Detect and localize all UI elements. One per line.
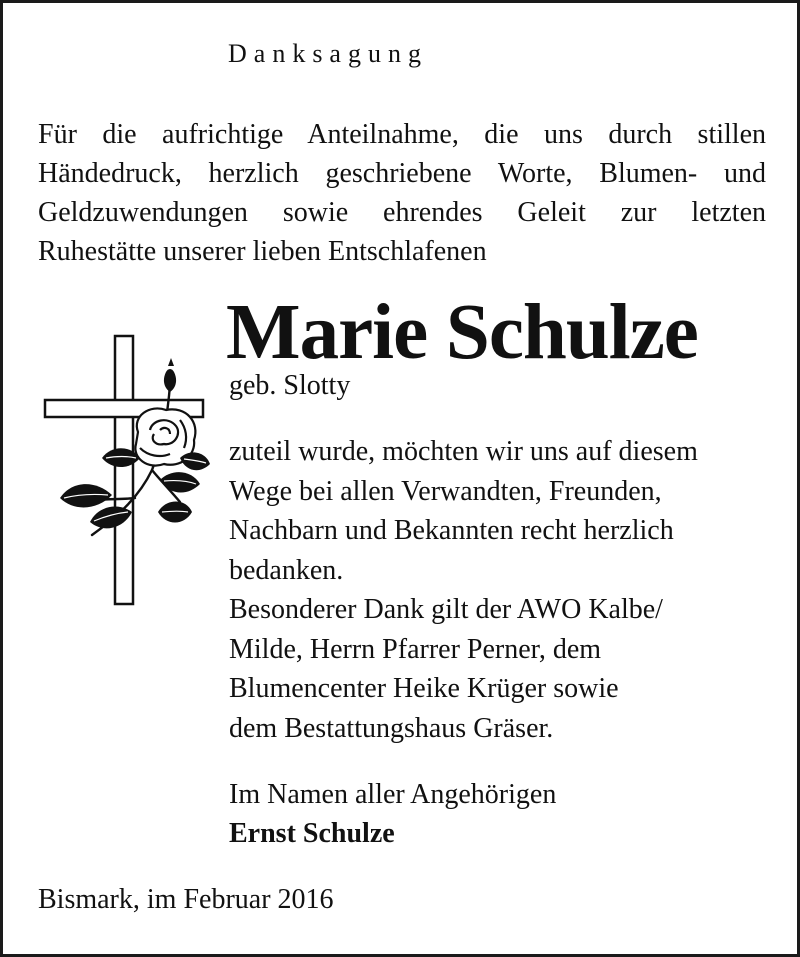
body-line: Besonderer Dank gilt der AWO Kalbe/ bbox=[229, 594, 663, 625]
signoff-block bbox=[229, 775, 556, 853]
body-line: zuteil wurde, möchten wir uns auf diesem bbox=[229, 436, 698, 467]
notice-heading: Danksagung bbox=[228, 39, 428, 68]
intro-line: Händedruck, herzlich geschriebene Worte, Blumen- und bbox=[38, 158, 766, 189]
place-date: Bismark, im Februar 2016 bbox=[38, 884, 334, 915]
body-line: Nachbarn und Bekannten recht herzlich bbox=[229, 515, 674, 546]
body-line: dem Bestattungshaus Gräser. bbox=[229, 712, 554, 744]
intro-line: Für die aufrichtige Anteilnahme, die uns durch stillen bbox=[38, 119, 766, 150]
body-line: Milde, Herrn Pfarrer Perner, dem bbox=[229, 633, 602, 665]
signer-name: Ernst Schulze bbox=[229, 818, 395, 849]
maiden-name: geb. Slotty bbox=[229, 370, 351, 401]
thanks-paragraph bbox=[229, 432, 698, 748]
intro-line: Geldzuwendungen sowie ehrendes Geleit zur letzten bbox=[38, 197, 766, 228]
deceased-name: Marie Schulze bbox=[226, 289, 698, 376]
intro-line: Ruhestätte unserer lieben Entschlafenen bbox=[38, 236, 487, 267]
cross-with-rose-icon bbox=[40, 330, 215, 615]
body-line: Blumencenter Heike Krüger sowie bbox=[229, 673, 619, 704]
body-line: Wege bei allen Verwandten, Freunden, bbox=[229, 475, 662, 507]
intro-paragraph bbox=[38, 115, 766, 271]
body-line: bedanken. bbox=[229, 554, 344, 586]
on-behalf-text: Im Namen aller Angehörigen bbox=[229, 779, 557, 810]
